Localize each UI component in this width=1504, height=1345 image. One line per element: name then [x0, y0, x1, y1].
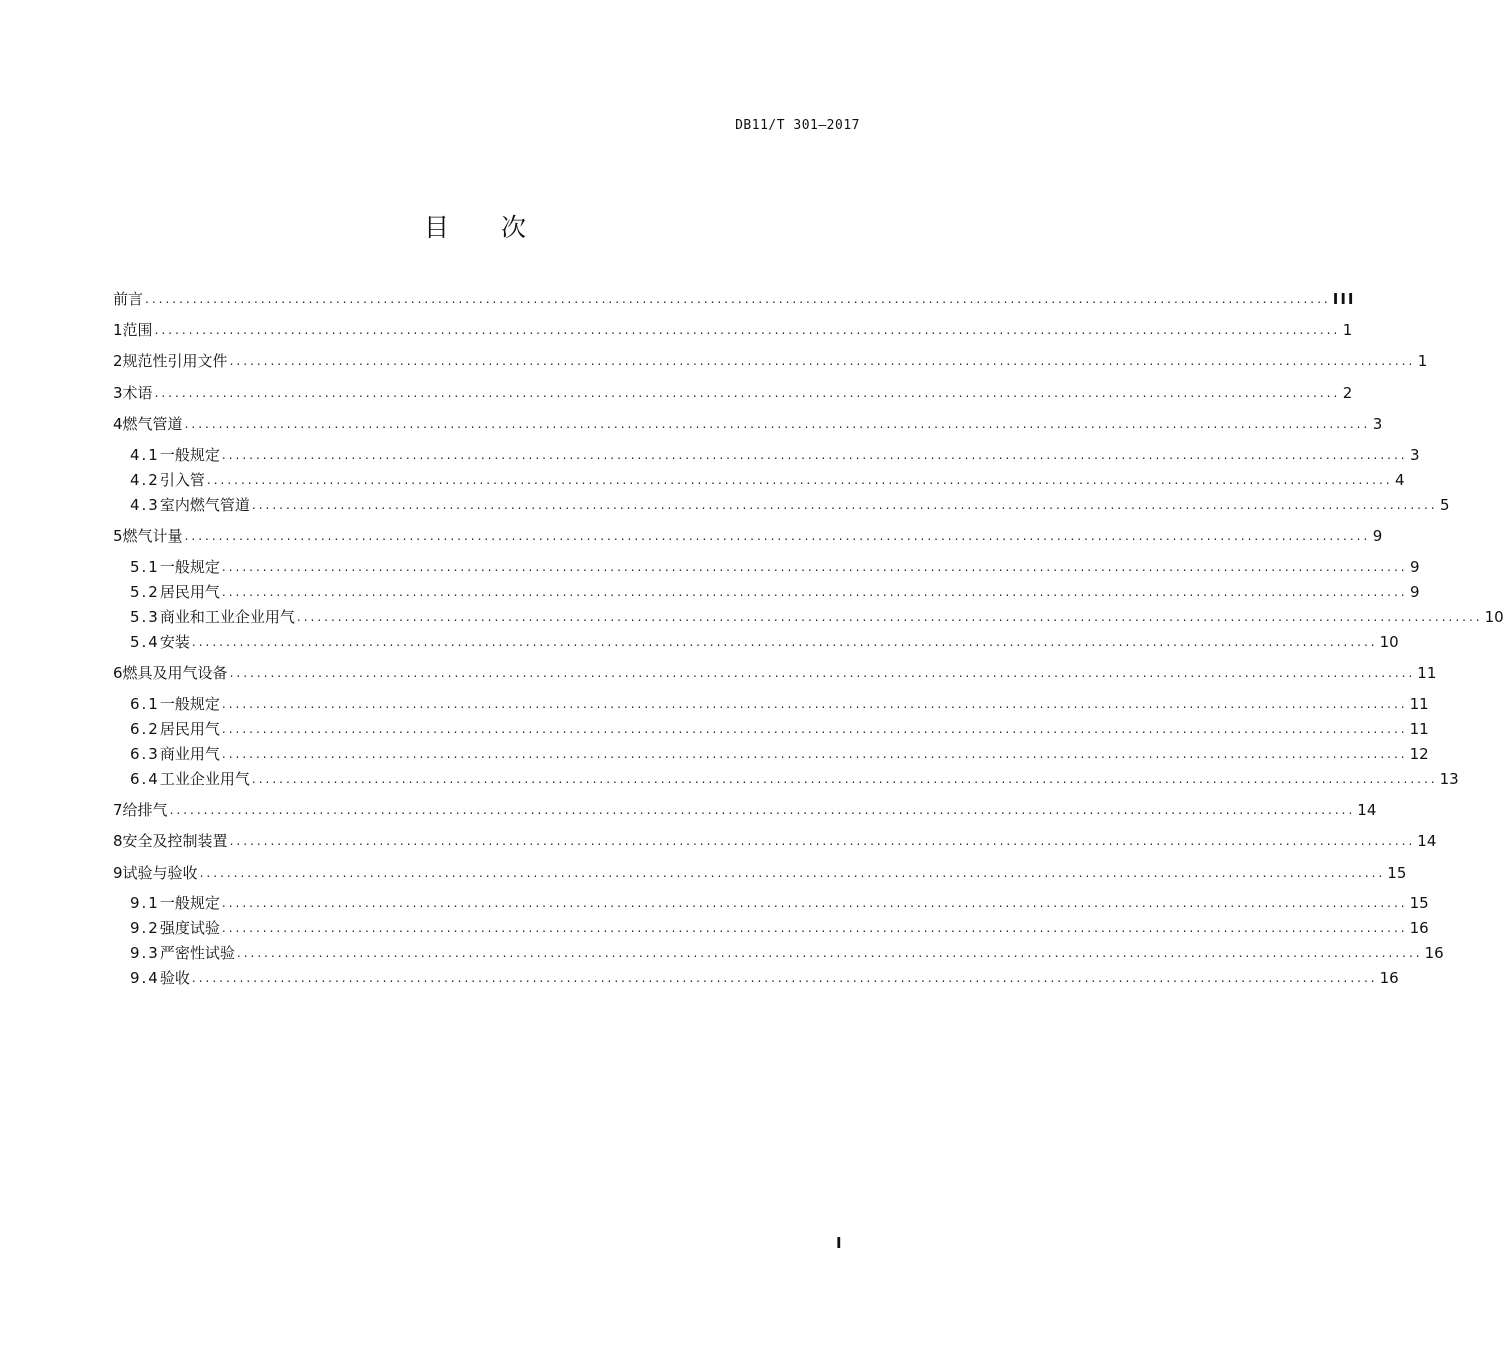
toc-page: 9 — [1410, 558, 1420, 576]
toc-page: 14 — [1357, 801, 1377, 819]
toc-subentry[interactable] — [130, 964, 1399, 988]
toc-label: 商业用气 — [159, 745, 220, 763]
toc-number: 7 — [113, 801, 123, 819]
toc-label: 居民用气 — [159, 720, 220, 738]
toc-page: 10 — [1484, 608, 1504, 626]
toc-number: 5.3 — [130, 608, 160, 626]
toc-subentry[interactable] — [130, 491, 1450, 515]
toc-subentry[interactable] — [130, 740, 1429, 764]
toc-page: 12 — [1409, 745, 1429, 763]
toc-page: 16 — [1424, 944, 1444, 962]
toc-subentry[interactable] — [130, 765, 1459, 789]
toc-page: 11 — [1409, 695, 1429, 713]
toc-entry[interactable] — [113, 522, 1383, 546]
toc-label: 商业和工业企业用气 — [159, 608, 295, 626]
toc-label: 严密性试验 — [159, 944, 235, 962]
toc-label: 引入管 — [159, 471, 205, 489]
toc-label: 一般规定 — [159, 894, 220, 912]
toc-leader: .............................................................................................................................................................................. — [145, 292, 1331, 306]
toc-number: 9.2 — [130, 919, 160, 937]
toc-subentry[interactable] — [130, 603, 1504, 627]
toc-number: 6.1 — [130, 695, 160, 713]
toc-label: 一般规定 — [159, 558, 220, 576]
toc-label: 给排气 — [122, 801, 168, 819]
toc-page: 3 — [1410, 446, 1420, 464]
toc-number: 5.1 — [130, 558, 160, 576]
toc-entry[interactable] — [113, 379, 1353, 403]
document-code: DB11/T 301—2017 — [735, 118, 860, 133]
toc-leader: .............................................................................................................................................................................. — [221, 585, 1408, 599]
toc-entry[interactable] — [113, 410, 1383, 434]
toc-leader: .............................................................................................................................................................................. — [251, 498, 1438, 512]
toc-subentry[interactable] — [130, 914, 1429, 938]
toc-leader: .............................................................................................................................................................................. — [251, 772, 1438, 786]
toc-subentry[interactable] — [130, 889, 1429, 913]
toc-leader: .............................................................................................................................................................................. — [229, 354, 1416, 368]
toc-leader: .............................................................................................................................................................................. — [221, 560, 1408, 574]
toc-number: 6 — [113, 664, 123, 682]
toc-label: 安装 — [159, 633, 190, 651]
toc-subentry[interactable] — [130, 466, 1405, 490]
toc-entry[interactable] — [113, 347, 1428, 371]
toc-label: 规范性引用文件 — [122, 352, 228, 370]
toc-entry[interactable] — [113, 796, 1377, 820]
toc-label: 试验与验收 — [122, 864, 198, 882]
toc-subentry[interactable] — [130, 578, 1420, 602]
toc-number: 9 — [113, 864, 123, 882]
toc-leader: .............................................................................................................................................................................. — [221, 448, 1408, 462]
toc-leader: .............................................................................................................................................................................. — [221, 697, 1408, 711]
toc-leader: .............................................................................................................................................................................. — [221, 921, 1408, 935]
toc-number: 6.4 — [130, 770, 160, 788]
toc-entry[interactable] — [113, 285, 1356, 309]
toc-subentry[interactable] — [130, 690, 1429, 714]
toc-leader: .............................................................................................................................................................................. — [221, 896, 1408, 910]
toc-subentry[interactable] — [130, 939, 1444, 963]
toc-label: 一般规定 — [159, 446, 220, 464]
toc-number: 4 — [113, 415, 123, 433]
toc-leader: .............................................................................................................................................................................. — [229, 834, 1416, 848]
toc-label: 前言 — [113, 290, 144, 308]
toc-number: 6.3 — [130, 745, 160, 763]
toc-page: 10 — [1379, 633, 1399, 651]
toc-leader: .............................................................................................................................................................................. — [206, 473, 1393, 487]
toc-page: 11 — [1417, 664, 1437, 682]
toc-label: 室内燃气管道 — [159, 496, 250, 514]
footer-page-number: I — [836, 1234, 842, 1252]
toc-leader: .............................................................................................................................................................................. — [154, 323, 1341, 337]
toc-page: 1 — [1342, 321, 1353, 339]
toc-page: 16 — [1379, 969, 1399, 987]
toc-number: 5.4 — [130, 633, 160, 651]
toc-leader: .............................................................................................................................................................................. — [191, 635, 1378, 649]
toc-number: 9.1 — [130, 894, 160, 912]
toc-number: 4.2 — [130, 471, 160, 489]
toc-number: 9.3 — [130, 944, 160, 962]
toc-leader: .............................................................................................................................................................................. — [221, 722, 1408, 736]
toc-label: 一般规定 — [159, 695, 220, 713]
toc-page: 5 — [1440, 496, 1450, 514]
toc-number: 4.1 — [130, 446, 160, 464]
toc-number: 9.4 — [130, 969, 160, 987]
toc-label: 燃气计量 — [122, 527, 183, 545]
toc-page: 4 — [1395, 471, 1405, 489]
toc-number: 5.2 — [130, 583, 160, 601]
toc-subentry[interactable] — [130, 628, 1399, 652]
toc-label: 工业企业用气 — [159, 770, 250, 788]
toc-leader: .............................................................................................................................................................................. — [199, 866, 1386, 880]
toc-subentry[interactable] — [130, 715, 1429, 739]
toc-label: 强度试验 — [159, 919, 220, 937]
toc-label: 安全及控制装置 — [122, 832, 228, 850]
toc-page: 11 — [1409, 720, 1429, 738]
toc-leader: .............................................................................................................................................................................. — [184, 417, 1371, 431]
toc-entry[interactable] — [113, 659, 1437, 683]
toc-leader: .............................................................................................................................................................................. — [221, 747, 1408, 761]
toc-leader: .............................................................................................................................................................................. — [191, 971, 1378, 985]
toc-page: 16 — [1409, 919, 1429, 937]
toc-page: 3 — [1372, 415, 1383, 433]
toc-page: 1 — [1417, 352, 1428, 370]
toc-label: 燃具及用气设备 — [122, 664, 228, 682]
toc-number: 4.3 — [130, 496, 160, 514]
toc-leader: .............................................................................................................................................................................. — [229, 666, 1416, 680]
toc-page: 15 — [1409, 894, 1429, 912]
toc-page: 13 — [1439, 770, 1459, 788]
toc-page: III — [1332, 290, 1356, 308]
toc-page: 14 — [1417, 832, 1437, 850]
toc-page: 9 — [1372, 527, 1383, 545]
toc-number: 6.2 — [130, 720, 160, 738]
toc-label: 范围 — [122, 321, 153, 339]
toc-leader: .............................................................................................................................................................................. — [169, 803, 1356, 817]
toc-leader: .............................................................................................................................................................................. — [184, 529, 1371, 543]
toc-number: 5 — [113, 527, 123, 545]
toc-entry[interactable] — [113, 859, 1407, 883]
toc-page: 2 — [1342, 384, 1353, 402]
toc-label: 验收 — [159, 969, 190, 987]
toc-subentry[interactable] — [130, 553, 1420, 577]
toc-leader: .............................................................................................................................................................................. — [236, 946, 1423, 960]
toc-number: 1 — [113, 321, 123, 339]
toc-subentry[interactable] — [130, 441, 1420, 465]
toc-leader: .............................................................................................................................................................................. — [296, 610, 1483, 624]
toc-number: 8 — [113, 832, 123, 850]
toc-label: 燃气管道 — [122, 415, 183, 433]
toc-entry[interactable] — [113, 316, 1353, 340]
toc-label: 居民用气 — [159, 583, 220, 601]
toc-entry[interactable] — [113, 827, 1437, 851]
page-title: 目 次 — [424, 213, 548, 242]
toc-number: 3 — [113, 384, 123, 402]
toc-page: 15 — [1387, 864, 1407, 882]
toc-leader: .............................................................................................................................................................................. — [154, 386, 1341, 400]
toc-page: 9 — [1410, 583, 1420, 601]
toc-number: 2 — [113, 352, 123, 370]
toc-label: 术语 — [122, 384, 153, 402]
